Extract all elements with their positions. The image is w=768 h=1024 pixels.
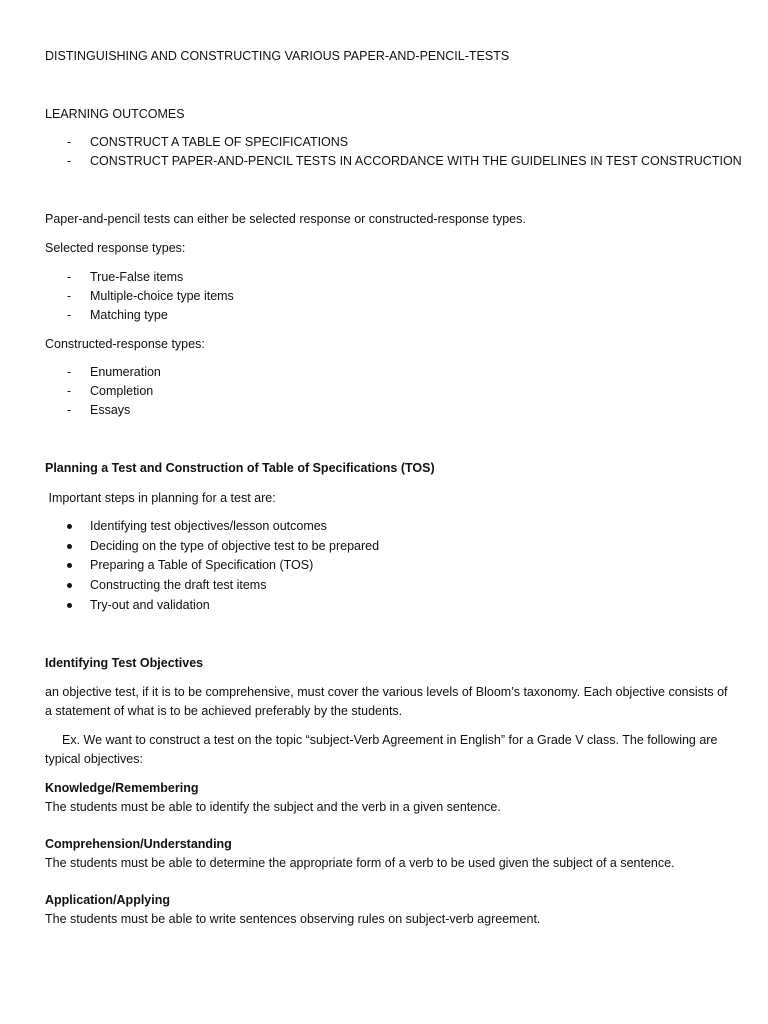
- list-item-text: Completion: [90, 384, 154, 398]
- bullet-icon: [67, 544, 72, 549]
- list-item-text: CONSTRUCT A TABLE OF SPECIFICATIONS: [90, 135, 349, 149]
- intro-paragraph: Paper-and-pencil tests can either be selected response or constructed-response types.: [45, 212, 526, 226]
- list-item-text: Identifying test objectives/lesson outcomes: [90, 519, 327, 533]
- level-heading-application: Application/Applying: [45, 893, 170, 907]
- dash-marker: -: [67, 403, 72, 417]
- level-heading-knowledge: Knowledge/Remembering: [45, 781, 199, 795]
- list-item-text: Deciding on the type of objective test to be prepared: [90, 538, 380, 553]
- dash-marker: -: [67, 384, 72, 398]
- list-item-text: Try-out and validation: [90, 597, 210, 612]
- objectives-heading: Identifying Test Objectives: [45, 656, 204, 670]
- dash-marker: -: [67, 154, 72, 168]
- example-paragraph: Ex. We want to construct a test on the topic “subject-Verb Agreement in English” for a Grade V class. The following are typical objectives:: [45, 733, 718, 766]
- list-item-text: True-False items: [90, 270, 184, 284]
- dash-marker: -: [67, 308, 72, 322]
- dash-marker: -: [67, 270, 72, 284]
- level-text-application: The students must be able to write sentences observing rules on subject-verb agreement.: [45, 912, 541, 926]
- dash-marker: -: [67, 135, 72, 149]
- bullet-icon: [67, 563, 72, 568]
- list-item-text: Multiple-choice type items: [90, 289, 234, 303]
- list-item-text: CONSTRUCT PAPER-AND-PENCIL TESTS IN ACCORDANCE WITH THE GUIDELINES IN TEST CONSTRUCTION: [90, 154, 742, 168]
- dash-marker: -: [67, 365, 72, 379]
- list-item-text: Essays: [90, 403, 131, 417]
- bullet-icon: [67, 603, 72, 608]
- bullet-icon: [67, 524, 72, 529]
- dash-marker: -: [67, 289, 72, 303]
- level-heading-comprehension: Comprehension/Understanding: [45, 837, 232, 851]
- selected-response-label: Selected response types:: [45, 241, 186, 255]
- list-item-text: Preparing a Table of Specification (TOS): [90, 558, 314, 573]
- level-text-comprehension: The students must be able to determine the appropriate form of a verb to be used given the subject of a sentence.: [45, 856, 675, 870]
- objectives-paragraph: an objective test, if it is to be comprehensive, must cover the various levels of Bloom’s taxonomy. Each objective consists of a statement of what is to be achieved preferably by the students.: [45, 685, 728, 718]
- document-title: DISTINGUISHING AND CONSTRUCTING VARIOUS PAPER-AND-PENCIL-TESTS: [45, 49, 510, 63]
- planning-heading: Planning a Test and Construction of Table of Specifications (TOS): [45, 461, 435, 475]
- list-item-text: Enumeration: [90, 365, 161, 379]
- constructed-response-label: Constructed-response types:: [45, 337, 205, 351]
- planning-intro: Important steps in planning for a test are:: [45, 491, 276, 505]
- list-item-text: Constructing the draft test items: [90, 578, 267, 593]
- level-text-knowledge: The students must be able to identify the subject and the verb in a given sentence.: [45, 800, 501, 814]
- bullet-icon: [67, 583, 72, 588]
- learning-outcomes-heading: LEARNING OUTCOMES: [45, 107, 185, 121]
- list-item-text: Matching type: [90, 308, 168, 322]
